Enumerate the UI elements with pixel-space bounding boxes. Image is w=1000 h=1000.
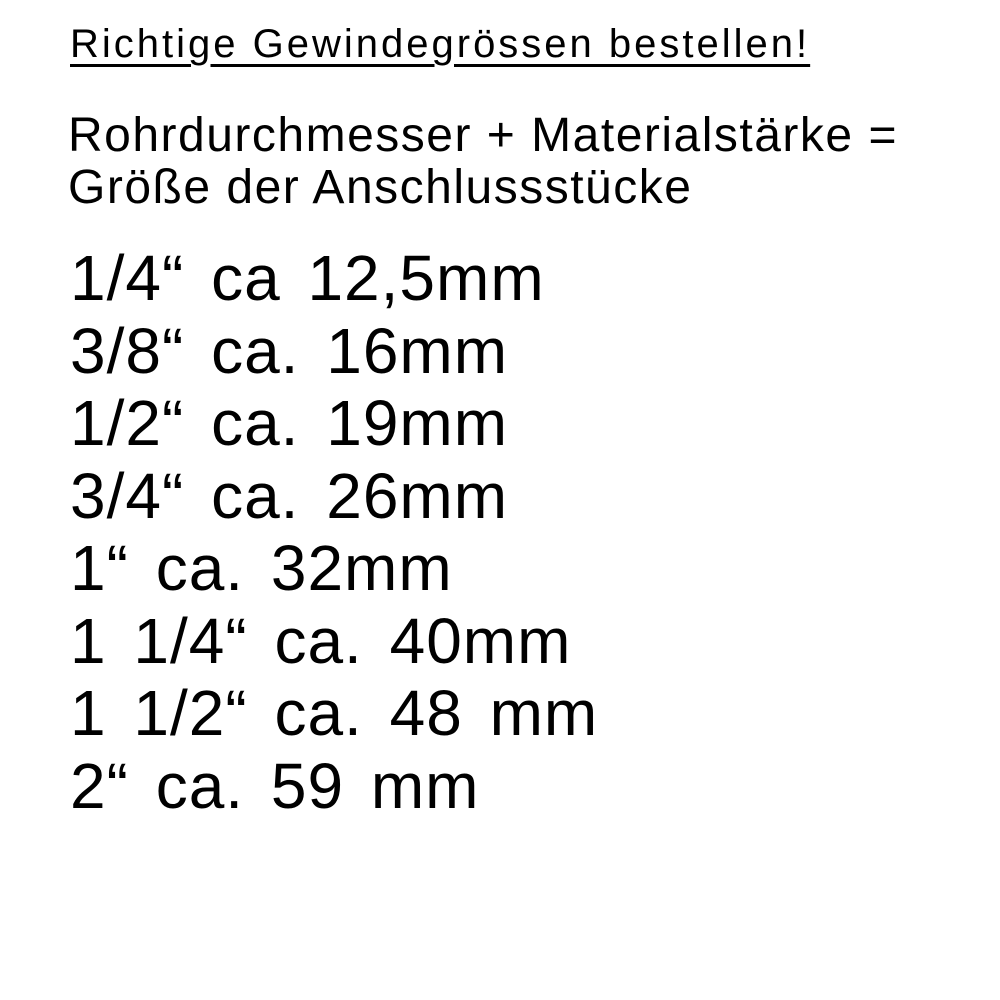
intro-line-1: Rohrdurchmesser + Materialstärke = bbox=[68, 109, 898, 162]
size-row: 3/4“ ca. 26mm bbox=[70, 459, 509, 532]
size-row: 3/8“ ca. 16mm bbox=[70, 314, 509, 387]
size-list bbox=[70, 242, 598, 822]
page-title: Richtige Gewindegrössen bestellen! bbox=[70, 22, 811, 66]
intro-text bbox=[68, 110, 898, 214]
size-row: 1 1/4“ ca. 40mm bbox=[70, 604, 572, 677]
size-row: 1“ ca. 32mm bbox=[70, 532, 453, 604]
size-row: 2“ ca. 59 mm bbox=[70, 749, 480, 822]
size-row: 1/4“ ca 12,5mm bbox=[70, 242, 545, 314]
intro-line-2: Größe der Anschlussstücke bbox=[68, 161, 693, 214]
size-row: 1/2“ ca. 19mm bbox=[70, 387, 509, 459]
size-row: 1 1/2“ ca. 48 mm bbox=[70, 677, 599, 749]
